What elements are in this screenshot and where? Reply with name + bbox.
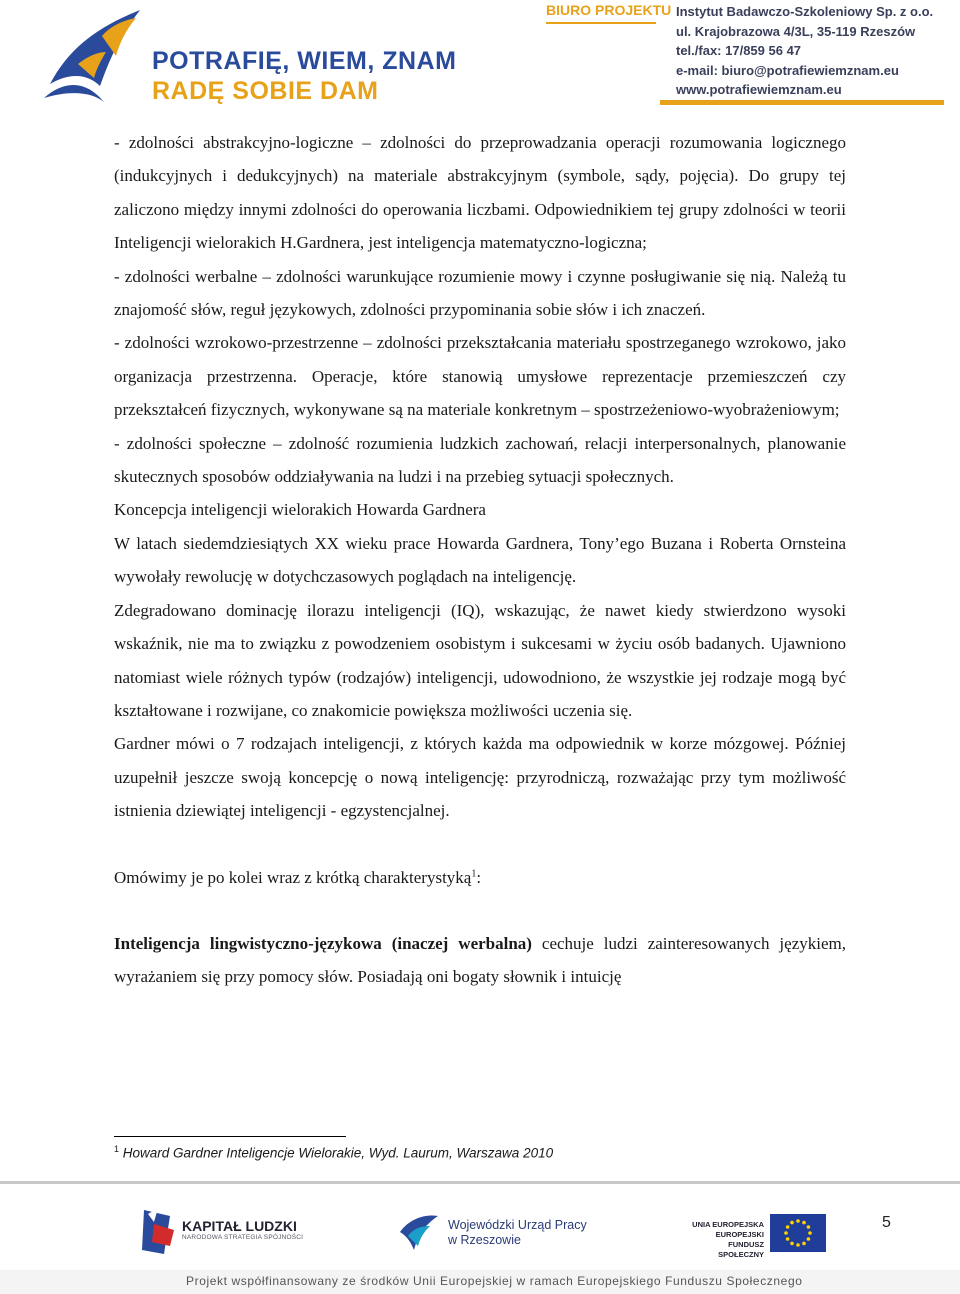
kapital-ludzki-subtitle: NARODOWA STRATEGIA SPÓJNOŚCI	[182, 1234, 304, 1241]
logo-text	[152, 46, 456, 106]
paragraph-social: - zdolności społeczne – zdolność rozumienia ludzkich zachowań, relacji interpersonalnych, planowanie skutecznych sposobów oddziaływania na ludzi i na przebieg sytuacji społecznych.	[114, 433, 846, 487]
page-number: 5	[882, 1214, 891, 1231]
contact-address: ul. Krajobrazowa 4/3L, 35-119 Rzeszów	[676, 23, 916, 39]
paragraph-visual-spatial: - zdolności wzrokowo-przestrzenne – zdolności przekształcania materiału spostrzeganego wzrokowo, jako organizacja przestrzenna. Operacje, które stanowią umysłowe reprezentacje przemieszczeń czy przekształceń fizycznych, wykonywane są na materiale konkretnym – spostrzeżeniowo-wyobrażeniowym;	[114, 333, 846, 420]
wup-text	[448, 1218, 587, 1248]
spacer	[114, 894, 846, 927]
section-heading-gardner: Koncepcja inteligencji wielorakich Howarda Gardnera	[114, 500, 486, 520]
page-header	[0, 0, 960, 115]
paragraph-intro-list	[114, 861, 846, 894]
paragraph-linguistic	[114, 927, 846, 994]
paragraph-seven-types: Gardner mówi o 7 rodzajach inteligencji, z których każda ma odpowiednik w korze mózgowej. Później uzupełnił jeszcze swoją koncepcję o nową inteligencję: przyrodniczą, rozważając przy tym możliwość istnienia dziewiątej inteligencji - egzystencjalnej.	[114, 734, 846, 821]
wup-line-1: Wojewódzki Urząd Pracy	[448, 1218, 587, 1232]
linguistic-heading: Inteligencja lingwistyczno-językowa (inaczej werbalna)	[114, 933, 532, 953]
contact-email: e-mail: biuro@potrafiewiemznam.eu	[676, 62, 899, 78]
contact-company: Instytut Badawczo-Szkoleniowy Sp. z o.o.	[676, 4, 934, 19]
wup-rzeszow-logo	[396, 1210, 596, 1256]
kapital-ludzki-text	[182, 1218, 303, 1241]
header-divider	[660, 100, 944, 105]
paragraph-seventies: W latach siedemdziesiątych XX wieku prace Howarda Gardnera, Tony’ego Buzana i Roberta Ornsteina wywołały rewolucję w dotychczasowych poglądach na inteligencję.	[114, 533, 846, 587]
footer-funding-text: Projekt współfinansowany ze środków Unii Europejskiej w ramach Europejskiego Funduszu Społecznego	[186, 1274, 803, 1288]
logo-line-2: RADĘ SOBIE DAM	[152, 77, 379, 105]
logo-bird-icon	[40, 6, 150, 110]
footer-divider	[0, 1181, 960, 1184]
intro-text: Omówimy je po kolei wraz z krótką charakterystyką	[114, 867, 472, 887]
kapital-ludzki-logo	[140, 1204, 320, 1260]
linguistic-text: cechuje ludzi zainteresowanych językiem, wyrażaniem się przy pomocy słów. Posiadają oni bogaty słownik i intuicję	[114, 933, 846, 987]
contact-phone: tel./fax: 17/859 56 47	[676, 43, 802, 58]
logo-line-1: POTRAFIĘ, WIEM, ZNAM	[152, 47, 457, 75]
eu-line-1: UNIA EUROPEJSKA	[692, 1220, 764, 1229]
footnote-text: Howard Gardner Inteligencje Wielorakie, Wyd. Laurum, Warszawa 2010	[122, 1145, 554, 1161]
eu-flag-icon	[770, 1214, 826, 1252]
wup-icon	[396, 1210, 442, 1256]
footnote-divider	[114, 1136, 346, 1137]
paragraph-iq: Zdegradowano dominację ilorazu inteligencji (IQ), wskazując, że nawet kiedy stwierdzono wysoki wskaźnik, nie ma to związku z powodzeniem osobistym i sukcesami w życiu osób badanych. Ujawniono natomiast wiele różnych typów (rodzajów) inteligencji, udowodniono, że wszystkie jej rodzaje mogą być kształtowane i rozwijane, co znakomicie powiększa możliwości uczenia się.	[114, 600, 846, 720]
contact-block	[676, 2, 933, 100]
document-body	[114, 126, 846, 994]
kapital-ludzki-icon	[140, 1206, 176, 1258]
eu-logo	[686, 1210, 826, 1259]
eu-line-3: FUNDUSZ SPOŁECZNY	[718, 1240, 764, 1259]
paragraph-verbal: - zdolności werbalne – zdolności warunkujące rozumienie mowy i czynne posługiwanie się nią. Należą tu znajomość słów, reguł językowych, zdolności przypominania sobie słów i ich znaczeń.	[114, 266, 846, 320]
footnote	[114, 1144, 553, 1161]
kapital-ludzki-title: KAPITAŁ LUDZKI	[182, 1218, 297, 1234]
paragraph-abstract-logical: - zdolności abstrakcyjno-logiczne – zdolności do przeprowadzania operacji rozumowania logicznego (indukcyjnych i dedukcyjnych) na materiale abstrakcyjnym (symbole, sądy, pojęcia). Do grupy tej zaliczono między innymi zdolności do operowania liczbami. Odpowiednikiem tej grupy zdolności w teorii Inteligencji wielorakich H.Gardnera, jest inteligencja matematyczno-logiczna;	[114, 133, 846, 253]
header-divider-small	[546, 22, 656, 24]
spacer	[114, 828, 846, 861]
intro-colon: :	[476, 867, 482, 887]
wup-line-2: w Rzeszowie	[448, 1233, 521, 1247]
eu-text	[686, 1220, 764, 1260]
biuro-projektu-label: BIURO PROJEKTU	[546, 2, 672, 18]
contact-website: www.potrafiewiemznam.eu	[676, 82, 842, 97]
footnote-ref: 1	[471, 867, 477, 879]
footnote-number: 1	[114, 1144, 120, 1154]
eu-line-2: EUROPEJSKI	[715, 1230, 764, 1239]
